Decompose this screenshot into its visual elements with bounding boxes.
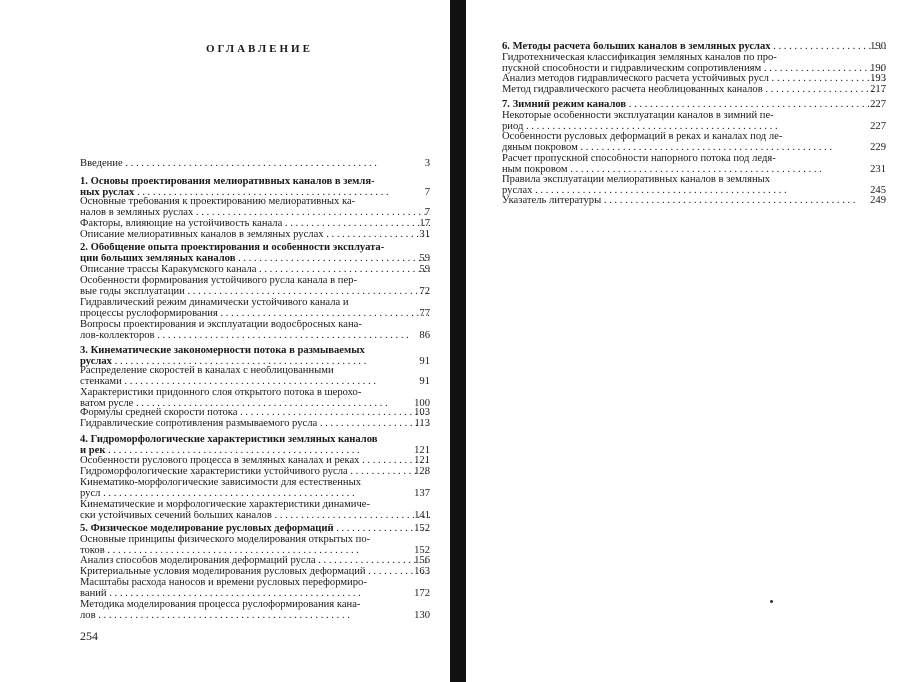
toc-page-number: 137 xyxy=(414,487,430,499)
toc-title: ОГЛАВЛЕНИЕ xyxy=(206,43,313,55)
toc-page-number: 59 xyxy=(419,264,430,275)
toc-entry-text: Особенности руслового процесса в земляных каналах и реках . . . xyxy=(80,456,430,467)
toc-entry-text: Основные принципы физического моделирования открытых по- xyxy=(80,535,371,545)
toc-page-number: 245 xyxy=(870,184,886,196)
toc-entry-text: руслах . . . xyxy=(80,357,430,368)
toc-page-number: 229 xyxy=(870,141,886,153)
toc-entry xyxy=(80,556,430,567)
toc-chapter-entry xyxy=(80,435,430,456)
toc-entry-text: токов . . . xyxy=(80,546,430,557)
toc-entry xyxy=(80,419,430,430)
toc-page-number: 130 xyxy=(414,609,430,621)
toc-entry-text: Особенности русловых деформаций в реках и каналах под ле- xyxy=(502,132,783,142)
toc-entry xyxy=(80,500,430,521)
toc-page-number: 59 xyxy=(419,252,430,264)
toc-entry-text: Гидравлические сопротивления размываемого русла . . . xyxy=(80,419,430,430)
toc-entry-text: Анализ методов гидравлического расчета устойчивых русл . . . xyxy=(502,74,886,85)
toc-entry xyxy=(502,74,886,85)
toc-entry-text: Факторы, влияющие на устойчивость канала . . . xyxy=(80,219,430,230)
toc-entry xyxy=(80,578,430,599)
toc-entry-text: 4. Гидроморфологические характеристики земляных каналов xyxy=(80,435,378,445)
right-page xyxy=(466,0,900,682)
toc-entry-text: Описание трассы Каракумского канала . . . xyxy=(80,265,430,276)
toc-entry-text: и рек . . . xyxy=(80,446,430,457)
toc-entry-text: 5. Физическое моделирование русловых деформаций . . . xyxy=(80,524,430,535)
toc-page-number: 152 xyxy=(414,523,430,534)
toc-entry-text: процессы руслоформирования . . . xyxy=(80,309,430,320)
toc-entry-text: вые годы эксплуатации . . . xyxy=(80,287,430,298)
toc-page-number: 77 xyxy=(419,307,430,319)
toc-entry-text: Введение . . . xyxy=(80,159,430,170)
toc-page-number: 227 xyxy=(870,120,886,132)
toc-chapter-entry xyxy=(502,100,886,111)
toc-entry-text: руслах . . . xyxy=(502,186,886,197)
toc-entry-text: Указатель литературы . . . xyxy=(502,196,886,207)
toc-entry-text: Кинематические и морфологические характеристики динамиче- xyxy=(80,500,371,510)
toc-entry xyxy=(502,132,886,153)
toc-entry-text: Описание мелиоративных каналов в земляных руслах . . . xyxy=(80,230,430,241)
toc-entry xyxy=(80,366,430,387)
toc-entry xyxy=(502,85,886,96)
toc-entry-text: Метод гидравлического расчета необлицованных каналов . . . xyxy=(502,85,886,96)
toc-entry xyxy=(502,196,886,207)
toc-entry xyxy=(80,159,430,170)
toc-page-number: 72 xyxy=(419,285,430,297)
toc-entry-text: Критериальные условия моделирования русловых деформаций . . . xyxy=(80,567,430,578)
toc-entry-text: ным покровом . . . xyxy=(502,165,886,176)
toc-page-number: 231 xyxy=(870,163,886,175)
toc-entry-text: 1. Основы проектирования мелиоративных каналов в земля- xyxy=(80,177,375,187)
toc-entry-text: дяным покровом . . . xyxy=(502,143,886,154)
toc-entry-text: Анализ способов моделирования деформаций русла . . . xyxy=(80,556,430,567)
toc-entry xyxy=(80,467,430,478)
toc-entry xyxy=(80,197,430,218)
toc-chapter-entry xyxy=(80,524,430,535)
toc-page-number: 163 xyxy=(414,566,430,577)
toc-entry-text: налов в земляных руслах . . . xyxy=(80,208,430,219)
toc-entry xyxy=(80,388,430,409)
toc-entry-text: ватом русле . . . xyxy=(80,399,430,410)
toc-entry-text: 2. Обобщение опыта проектирования и особенности эксплуата- xyxy=(80,243,385,253)
toc-entry xyxy=(80,408,430,419)
toc-entry-text: ски устойчивых сечений больших каналов . . . xyxy=(80,511,430,522)
toc-entry-text: Характеристики придонного слоя открытого потока в шерохо- xyxy=(80,388,362,398)
toc-chapter-entry xyxy=(502,42,886,53)
toc-entry-text: 3. Кинематические закономерности потока в размываемых xyxy=(80,346,365,356)
toc-entry xyxy=(80,567,430,578)
toc-entry-text: Распределение скоростей в каналах с необлицованными xyxy=(80,366,334,376)
toc-entry-text: Правила эксплуатации мелиоративных каналов в земляных xyxy=(502,175,771,185)
toc-page-number: 156 xyxy=(414,555,430,566)
toc-entry xyxy=(502,154,886,175)
toc-entry-text: 6. Методы расчета больших каналов в земляных руслах . . . xyxy=(502,42,886,53)
toc-page-number: 227 xyxy=(870,99,886,110)
toc-page-number: 193 xyxy=(870,73,886,84)
toc-entry xyxy=(502,175,886,196)
toc-page-number: 17 xyxy=(419,218,430,229)
toc-entry xyxy=(502,53,886,74)
toc-entry-text: лов-коллекторов . . . xyxy=(80,331,430,342)
toc-page-number: 249 xyxy=(870,195,886,206)
toc-entry-text: Особенности формирования устойчивого русла канала в пер- xyxy=(80,276,357,286)
page-number: 254 xyxy=(80,629,98,643)
toc-page-number: 31 xyxy=(419,229,430,240)
toc-entry xyxy=(80,600,430,621)
toc-entry-text: Формулы средней скорости потока . . . xyxy=(80,408,430,419)
toc-entry xyxy=(80,478,430,499)
toc-page-number: 121 xyxy=(414,455,430,466)
toc-chapter-entry xyxy=(80,177,430,198)
toc-entry xyxy=(80,456,430,467)
toc-page-number: 121 xyxy=(414,444,430,456)
toc-page-number: 217 xyxy=(870,84,886,95)
toc-entry-text: Масштабы расхода наносов и времени русловых переформиро- xyxy=(80,578,367,588)
print-speck xyxy=(770,600,773,603)
toc-page-number: 91 xyxy=(419,375,430,387)
toc-page-number: 100 xyxy=(414,397,430,409)
toc-entry xyxy=(80,276,430,297)
toc-entry-text: лов . . . xyxy=(80,611,430,622)
toc-page-number: 113 xyxy=(414,418,430,429)
toc-entry-text: пускной способности и гидравлическим сопротивлениям . . . xyxy=(502,64,886,75)
book-gutter xyxy=(450,0,466,682)
toc-entry-text: Методика моделирования процесса руслоформирования кана- xyxy=(80,600,361,610)
toc-chapter-entry xyxy=(80,243,430,264)
toc-entry-text: ваний . . . xyxy=(80,589,430,600)
toc-page-number: 190 xyxy=(870,41,886,52)
toc-page-number: 7 xyxy=(424,206,430,218)
toc-page-number: 128 xyxy=(414,466,430,477)
toc-entry-text: Основные требования к проектированию мелиоративных ка- xyxy=(80,197,356,207)
toc-entry xyxy=(80,535,430,556)
toc-entry-text: Некоторые особенности эксплуатации каналов в зимний пе- xyxy=(502,111,774,121)
toc-entry-text: 7. Зимний режим каналов . . . xyxy=(502,100,886,111)
toc-entry-text: Гидравлический режим динамически устойчивого канала и xyxy=(80,298,349,308)
toc-entry xyxy=(80,230,430,241)
toc-page-number: 172 xyxy=(414,587,430,599)
toc-page-number: 152 xyxy=(414,544,430,556)
toc-entry-text: Вопросы проектирования и эксплуатации водосбросных кана- xyxy=(80,320,362,330)
toc-entry-text: ных руслах . . . xyxy=(80,188,430,199)
toc-page-number: 141 xyxy=(414,509,430,521)
toc-entry xyxy=(502,111,886,132)
toc-entry xyxy=(80,320,430,341)
toc-entry-text: русл . . . xyxy=(80,489,430,500)
toc-entry-text: Гидротехническая классификация земляных каналов по про- xyxy=(502,53,777,63)
toc-chapter-entry xyxy=(80,346,430,367)
toc-entry-text: Расчет пропускной способности напорного потока под ледя- xyxy=(502,154,776,164)
toc-entry-text: Гидроморфологические характеристики устойчивого русла . . . xyxy=(80,467,430,478)
toc-entry-text: Кинематико-морфологические зависимости для естественных xyxy=(80,478,362,488)
toc-entry-text: ции больших земляных каналов . . . xyxy=(80,254,430,265)
toc-entry xyxy=(80,219,430,230)
toc-page-number: 86 xyxy=(419,329,430,341)
toc-entry xyxy=(80,298,430,319)
toc-entry-text: риод . . . xyxy=(502,122,886,133)
toc-page-number: 7 xyxy=(424,186,430,198)
toc-page-number: 103 xyxy=(414,407,430,418)
toc-page-number: 3 xyxy=(424,158,430,169)
toc-entry xyxy=(80,265,430,276)
toc-page-number: 190 xyxy=(870,62,886,74)
toc-page-number: 91 xyxy=(419,355,430,367)
toc-entry-text: стенками . . . xyxy=(80,377,430,388)
